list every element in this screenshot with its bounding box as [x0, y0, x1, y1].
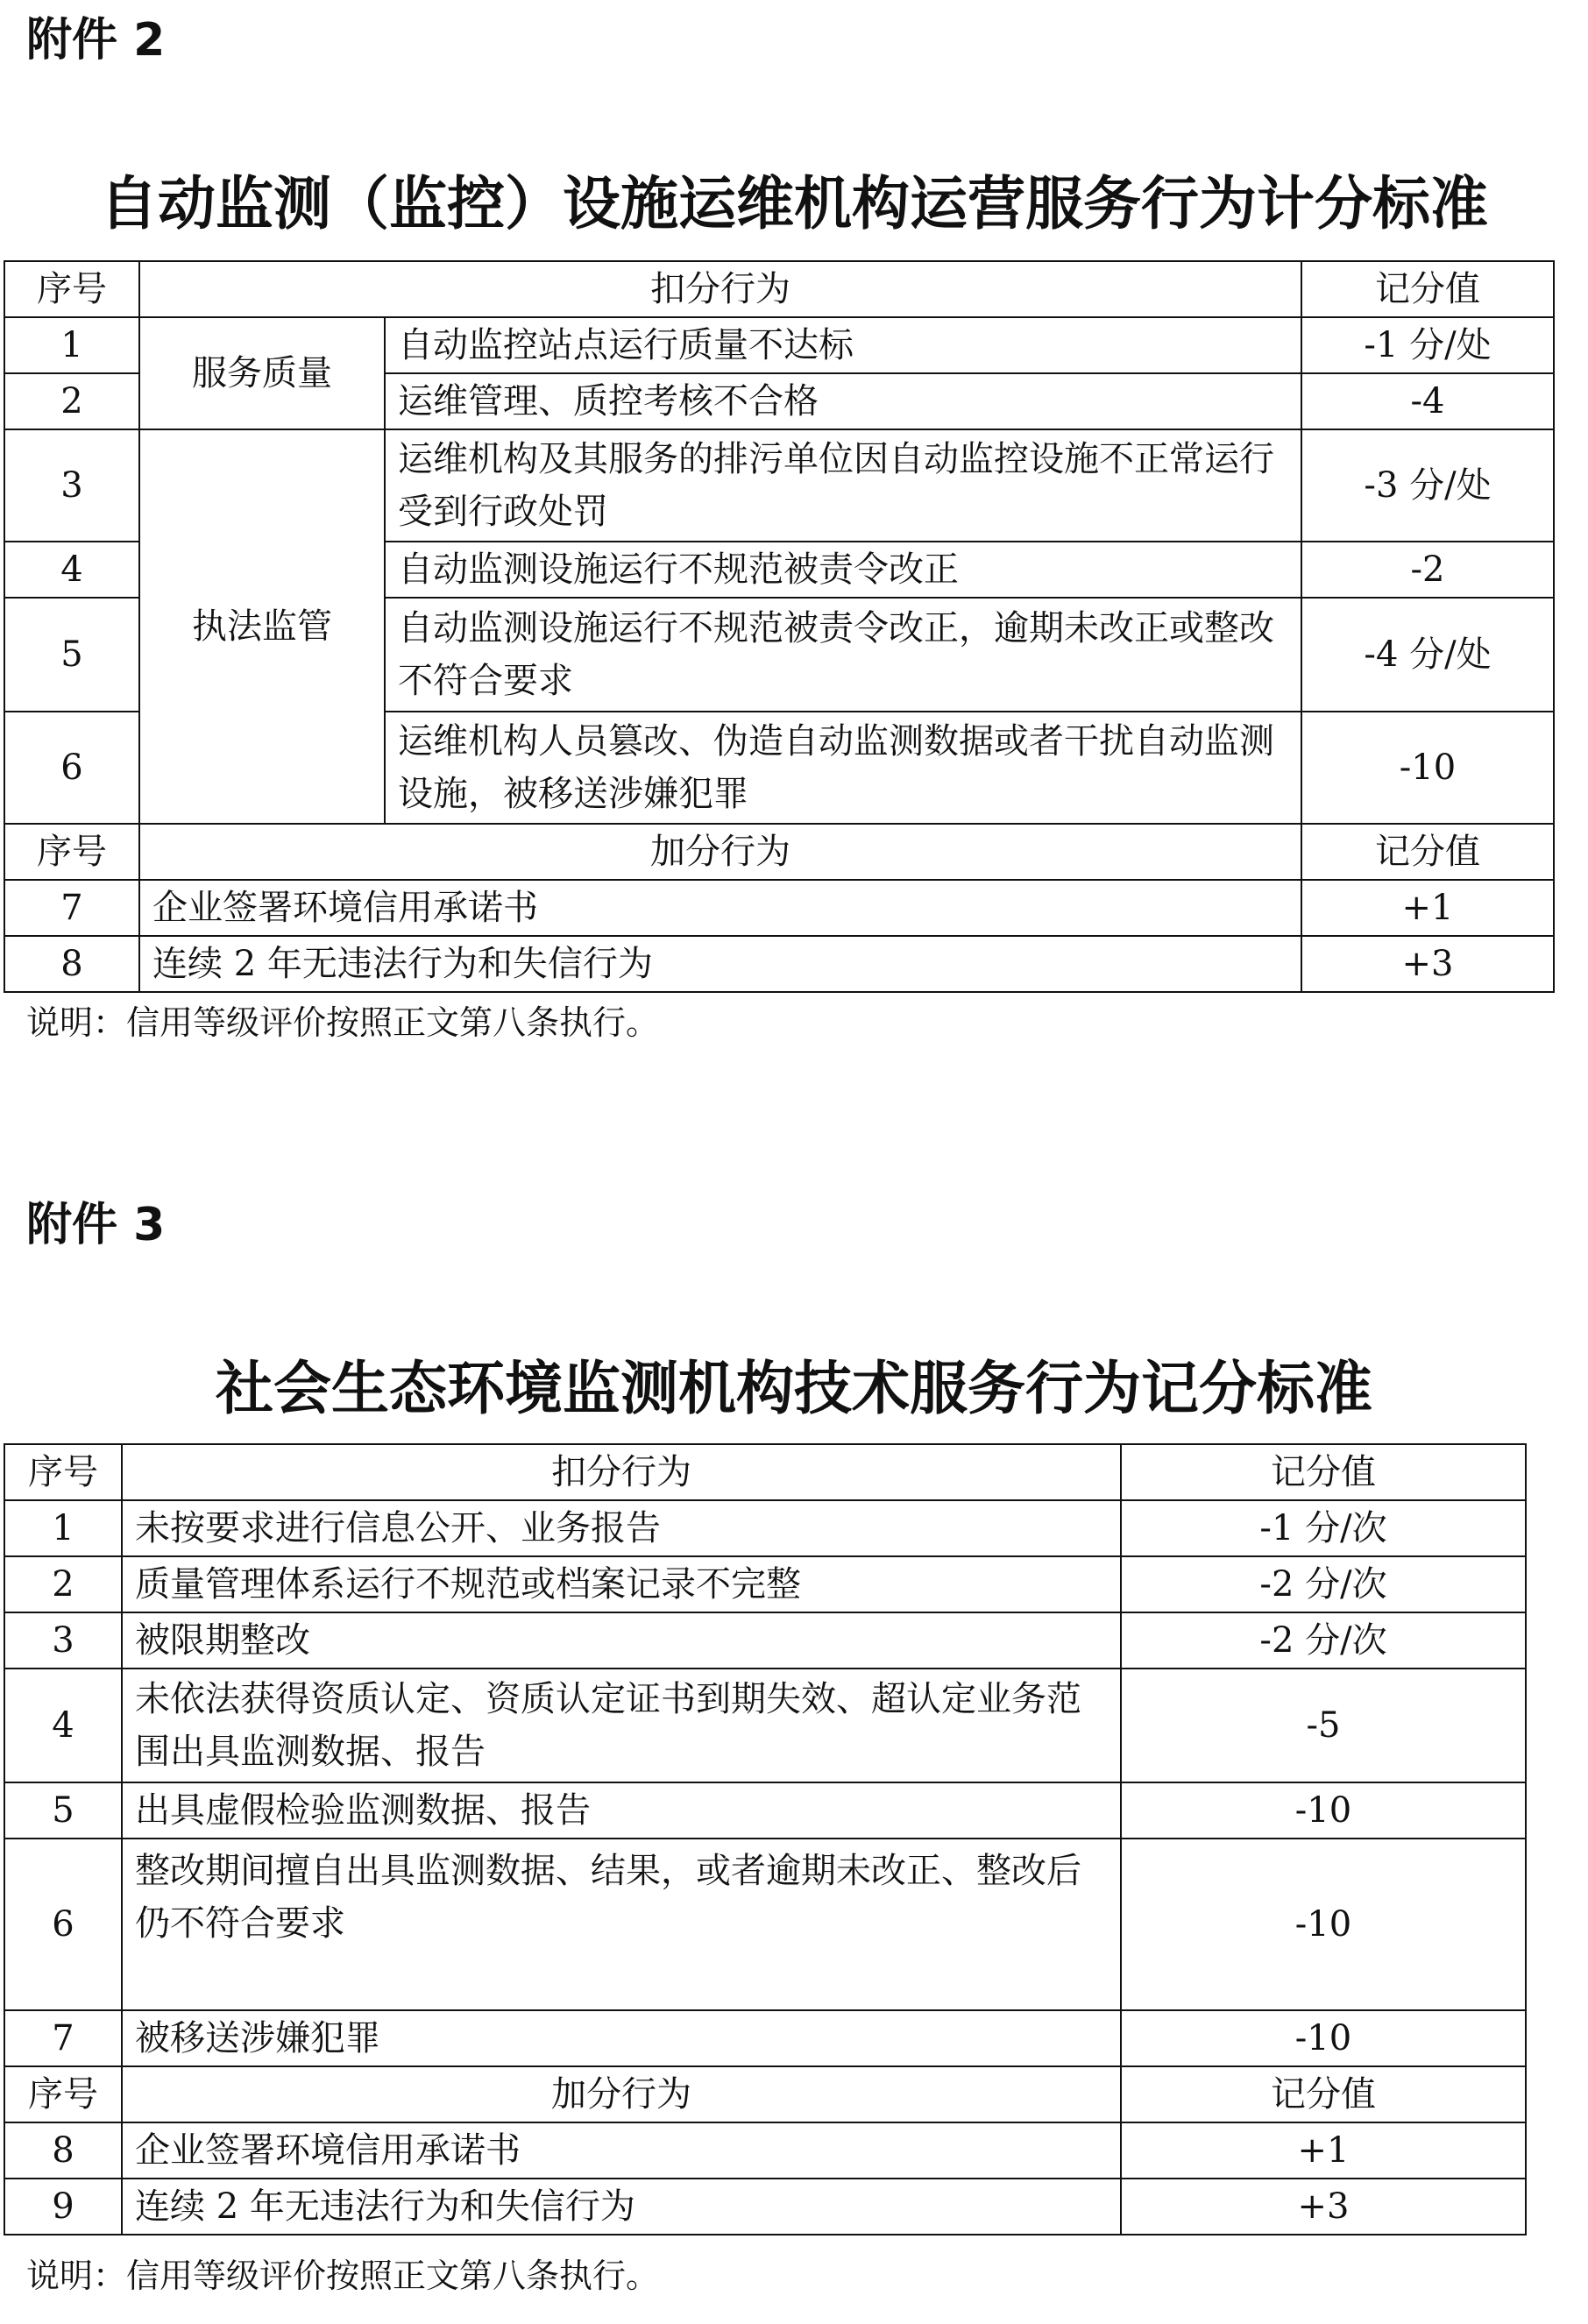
row-no: 3 — [4, 1612, 122, 1669]
row-text: 自动监测设施运行不规范被责令改正 — [385, 542, 1301, 598]
subheader-no: 序号 — [4, 824, 139, 880]
row-score: -4 分/处 — [1301, 598, 1554, 712]
header-behavior: 扣分行为 — [122, 1444, 1121, 1500]
row-no: 6 — [4, 712, 139, 824]
row-no: 1 — [4, 1500, 122, 1556]
row-text: 未按要求进行信息公开、业务报告 — [122, 1500, 1121, 1556]
row-no: 7 — [4, 2010, 122, 2066]
annex3-score-table — [4, 1443, 1527, 2235]
table-row — [4, 1500, 1526, 1556]
row-no: 4 — [4, 542, 139, 598]
subheader-behavior: 加分行为 — [139, 824, 1301, 880]
row-no: 5 — [4, 598, 139, 712]
row-text: 被限期整改 — [122, 1612, 1121, 1669]
row-score: -4 — [1301, 373, 1554, 429]
row-score: -2 分/次 — [1121, 1556, 1526, 1612]
row-text: 未依法获得资质认定、资质认定证书到期失效、超认定业务范围出具监测数据、报告 — [122, 1669, 1121, 1782]
header-score: 记分值 — [1121, 1444, 1526, 1500]
row-score: -10 — [1121, 2010, 1526, 2066]
row-no: 3 — [4, 429, 139, 542]
row-text: 整改期间擅自出具监测数据、结果，或者逾期未改正、整改后仍不符合要求 — [122, 1839, 1121, 2010]
row-no: 9 — [4, 2179, 122, 2235]
row-text: 连续 2 年无违法行为和失信行为 — [122, 2179, 1121, 2235]
table-header-row — [4, 1444, 1526, 1500]
row-score: -3 分/处 — [1301, 429, 1554, 542]
row-score: -1 分/次 — [1121, 1500, 1526, 1556]
row-score: -2 分/次 — [1121, 1612, 1526, 1669]
row-score: -10 — [1301, 712, 1554, 824]
table-row — [4, 1669, 1526, 1782]
row-score: -1 分/处 — [1301, 317, 1554, 373]
row-no: 5 — [4, 1782, 122, 1839]
row-no: 2 — [4, 1556, 122, 1612]
row-score: +1 — [1301, 880, 1554, 936]
subheader-score: 记分值 — [1301, 824, 1554, 880]
table-row — [4, 429, 1554, 542]
row-no: 8 — [4, 936, 139, 992]
table-row — [4, 1612, 1526, 1669]
table-row — [4, 880, 1554, 936]
table-subheader-row — [4, 824, 1554, 880]
row-text: 出具虚假检验监测数据、报告 — [122, 1782, 1121, 1839]
row-score: -10 — [1121, 1782, 1526, 1839]
row-score: +1 — [1121, 2122, 1526, 2179]
table-subheader-row — [4, 2066, 1526, 2122]
row-text: 企业签署环境信用承诺书 — [139, 880, 1301, 936]
table-row — [4, 1839, 1526, 2010]
annex3-label: 附件 3 — [26, 1199, 166, 1251]
row-score: -10 — [1121, 1839, 1526, 2010]
header-score: 记分值 — [1301, 261, 1554, 317]
row-no: 6 — [4, 1839, 122, 2010]
table-row — [4, 2122, 1526, 2179]
header-no: 序号 — [4, 1444, 122, 1500]
row-text: 运维机构及其服务的排污单位因自动监控设施不正常运行受到行政处罚 — [385, 429, 1301, 542]
subheader-score: 记分值 — [1121, 2066, 1526, 2122]
row-score: +3 — [1121, 2179, 1526, 2235]
table-header-row — [4, 261, 1554, 317]
category-law-enforcement: 执法监管 — [139, 429, 385, 824]
row-text: 自动监控站点运行质量不达标 — [385, 317, 1301, 373]
row-text: 运维机构人员篡改、伪造自动监测数据或者干扰自动监测设施，被移送涉嫌犯罪 — [385, 712, 1301, 824]
table-row — [4, 317, 1554, 373]
row-text: 自动监测设施运行不规范被责令改正，逾期未改正或整改不符合要求 — [385, 598, 1301, 712]
table-row — [4, 936, 1554, 992]
row-score: -5 — [1121, 1669, 1526, 1782]
table-row — [4, 2010, 1526, 2066]
row-text: 运维管理、质控考核不合格 — [385, 373, 1301, 429]
row-text: 被移送涉嫌犯罪 — [122, 2010, 1121, 2066]
annex2-score-table — [4, 260, 1555, 993]
row-score: -2 — [1301, 542, 1554, 598]
header-behavior: 扣分行为 — [139, 261, 1301, 317]
table-row — [4, 2179, 1526, 2235]
row-no: 2 — [4, 373, 139, 429]
row-score: +3 — [1301, 936, 1554, 992]
row-text: 企业签署环境信用承诺书 — [122, 2122, 1121, 2179]
subheader-no: 序号 — [4, 2066, 122, 2122]
subheader-behavior: 加分行为 — [122, 2066, 1121, 2122]
row-no: 1 — [4, 317, 139, 373]
row-text: 质量管理体系运行不规范或档案记录不完整 — [122, 1556, 1121, 1612]
row-no: 8 — [4, 2122, 122, 2179]
annex3-note: 说明：信用等级评价按照正文第八条执行。 — [26, 2257, 660, 2295]
row-no: 7 — [4, 880, 139, 936]
table-row — [4, 1556, 1526, 1612]
category-service-quality: 服务质量 — [139, 317, 385, 429]
header-no: 序号 — [4, 261, 139, 317]
annex2-label: 附件 2 — [26, 14, 166, 67]
table-row — [4, 1782, 1526, 1839]
annex3-title: 社会生态环境监测机构技术服务行为记分标准 — [216, 1355, 1372, 1422]
annex2-note: 说明：信用等级评价按照正文第八条执行。 — [26, 1003, 660, 1042]
annex2-title: 自动监测（监控）设施运维机构运营服务行为计分标准 — [100, 170, 1488, 237]
row-no: 4 — [4, 1669, 122, 1782]
row-text: 连续 2 年无违法行为和失信行为 — [139, 936, 1301, 992]
